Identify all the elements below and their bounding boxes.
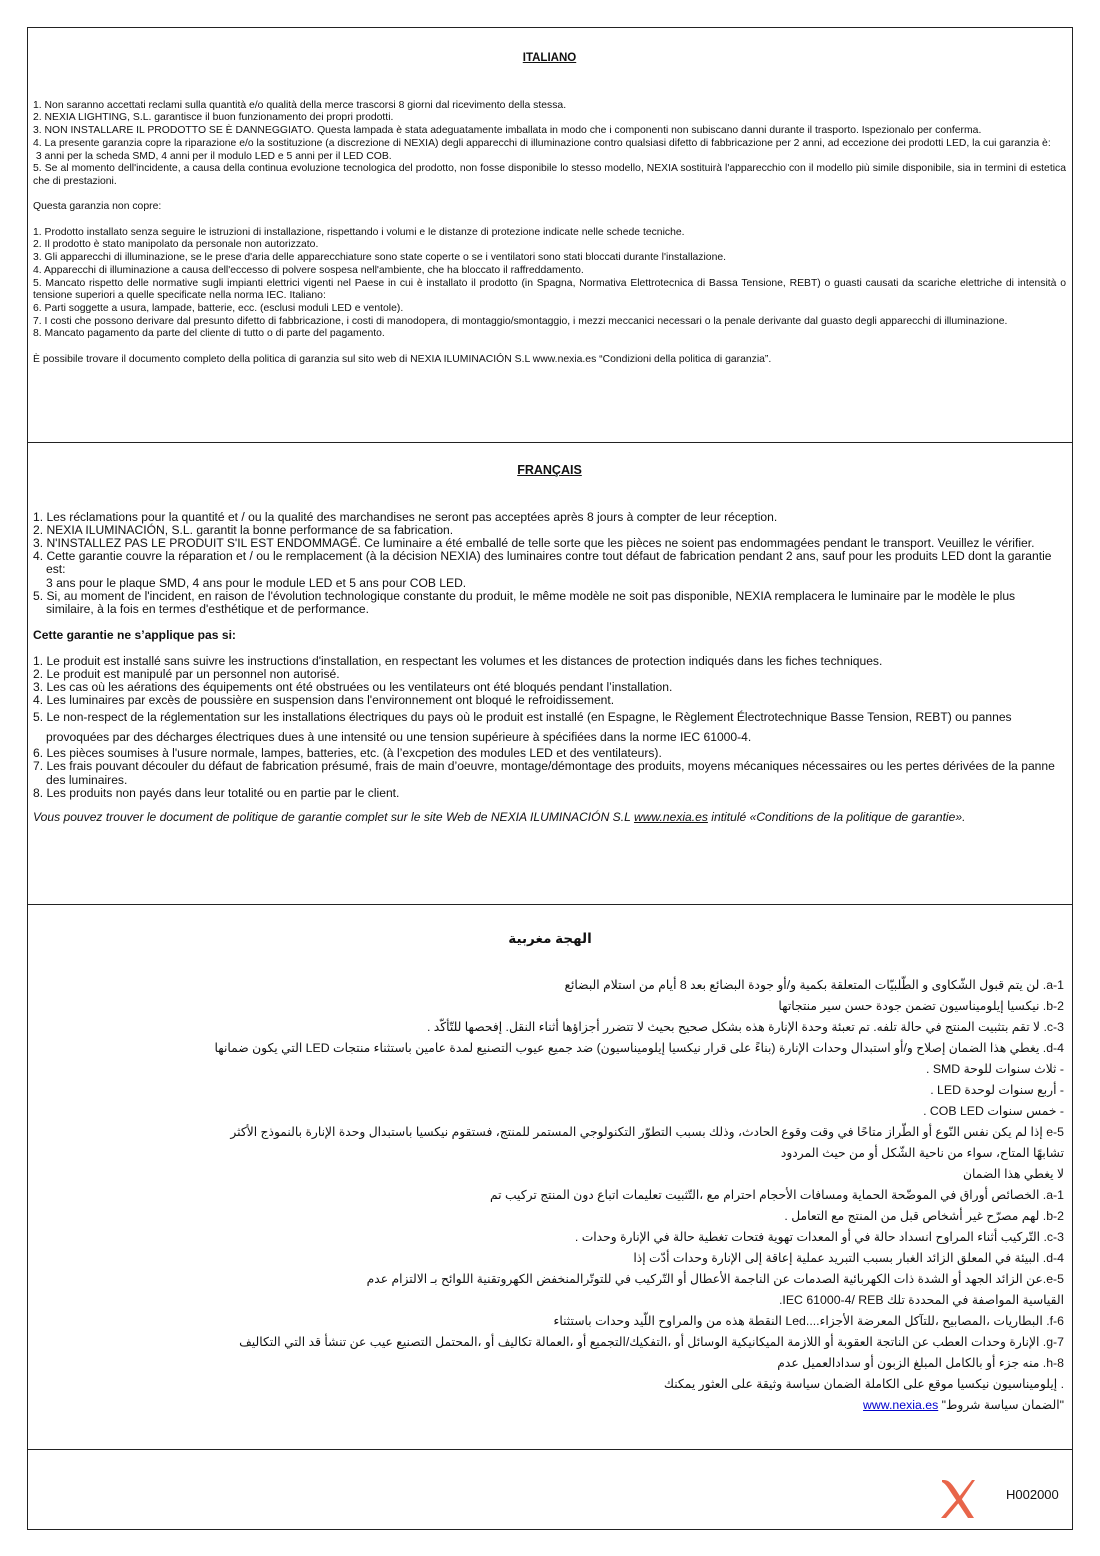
arabic-line: القياسية المواصفة في المحددة تلك IEC 61000-4/ REB.	[779, 1293, 1064, 1307]
french-footer-text: Vous pouvez trouver le document de politique de garantie complet sur le site Web de NEXIA ILUMINACIÓN S.L	[33, 809, 634, 824]
arabic-line: - أربع سنوات لوحدة LED .	[930, 1083, 1064, 1097]
french-section	[28, 442, 1072, 904]
french-footer-note	[33, 811, 1066, 824]
arabic-line: h-8. منه جزء أو بالكامل المبلغ الزبون أو سدادالعميل عدم	[777, 1356, 1064, 1370]
french-item: 4. Cette garantie couvre la réparation et / ou le remplacement (à la décision NEXIA) des luminaires contre tout défaut de fabrication pendant 2 ans, sauf pour les produits LED dont la garantie est:	[33, 549, 1052, 577]
nexia-x-logo-icon	[938, 1478, 978, 1520]
italian-item: 3. NON INSTALLARE IL PRODOTTO SE È DANNEGGIATO. Questa lampada è stata adeguatamente imballata in modo che i componenti non subiscano danni durante il trasporto. Ispezionalo per conferma.	[33, 125, 982, 137]
italian-item: 1. Non saranno accettati reclami sulla quantità e/o qualità della merce trascorsi 8 giorni dal ricevimento della stessa.	[33, 99, 567, 111]
arabic-line: لا يغطي هذا الضمان	[962, 1167, 1064, 1181]
french-not-covered-item: 1. Le produit est installé sans suivre les instructions d'installation, en respectant les volumes et les distances de protection indiqués dans les fiches techniques.	[33, 653, 883, 668]
french-item: 3. N'INSTALLEZ PAS LE PRODUIT S'IL EST ENDOMMAGÉ. Ce luminaire a été emballé de telle sorte que les pièces ne soient pas endommagées pendant le transport. Veuillez le vérifier.	[33, 536, 1035, 551]
french-item: 2. NEXIA ILUMINACIÓN, S.L. garantit la bonne performance de sa fabrication.	[33, 523, 454, 538]
french-not-covered-item: 8. Les produits non payés dans leur totalité ou en partie par le client.	[33, 785, 400, 800]
italian-footer-note: È possibile trovare il documento completo della politica di garanzia sul sito web di NEXIA ILUMINACIÓN S.L www.nexia.es “Condizioni della politica di garanzia”.	[33, 353, 772, 365]
italian-item: 3 anni per la scheda SMD, 4 anni per il modulo LED e 5 anni per il LED COB.	[33, 150, 392, 162]
arabic-title: الهجة مغربية	[508, 931, 592, 946]
french-not-covered-item: 7. Les frais pouvant découler du défaut de fabrication présumé, frais de main d’oeuvre, montage/démontage des produits, moyens mécaniques nécessaires ou les pertes dérivées de la panne des luminaires.	[33, 759, 1055, 787]
arabic-line: c-3. التّركيب أثناء المراوح انسداد حالة في أو المعدات تهوية فتحات تغطية حالة في الإنارة وحدات .	[574, 1230, 1064, 1244]
italian-not-covered-item: 7. I costi che possono derivare dal presunto difetto di fabbricazione, i costi di manodopera, di montaggio/smontaggio, i mezzi meccanici necessari o la penale derivante dal guasto degli apparecchi di illuminazione.	[33, 315, 1008, 327]
arabic-line: تشابهًا المتاح، سواء من ناحية الشّكل أو من حيث المردود	[780, 1146, 1064, 1160]
french-not-covered-item: 6. Les pièces soumises à l'usure normale, lampes, batteries, etc. (à l’excpetion des modules LED et des ventilateurs).	[33, 746, 662, 761]
french-item: 3 ans pour le plaque SMD, 4 ans pour le module LED et 5 ans pour COB LED.	[46, 575, 467, 590]
italian-not-covered-item: 2. Il prodotto è stato manipolato da personale non autorizzato.	[33, 239, 319, 251]
french-not-covered-item: 3. Les cas où les aérations des équipements ont été obstruées ou les ventilateurs ont été bloqués pendant l’installation.	[33, 680, 673, 695]
document-code: H002000	[1006, 1487, 1059, 1502]
arabic-line: b-2. لهم مصرّح غير أشخاص قبل من المنتج مع التعامل .	[784, 1209, 1064, 1223]
italian-item: 4. La presente garanzia copre la riparazione e/o la sostituzione (a discrezione di NEXIA) degli apparecchi di illuminazione contro qualsiasi difetto di fabbricazione per 2 anni, ad eccezione dei prodotti LED, la cui garanzia è:	[33, 137, 1051, 149]
arabic-line: a-1. الخصائص أوراق في الموضّحة الحماية ومسافات الأحجام احترام مع ،التّثبيت تعليمات اتباع دون المنتج تركيب تم	[489, 1188, 1064, 1202]
italian-not-covered-item: 1. Prodotto installato senza seguire le istruzioni di installazione, rispettando i volumi e le distanze di protezione indicate nelle schede tecniche.	[33, 226, 685, 238]
french-not-covered-item: 4. Les luminaires par excès de poussière en suspension dans l'environnement ont bloqué le refroidissement.	[33, 693, 615, 708]
italian-not-covered-item: 3. Gli apparecchi di illuminazione, se le prese d'aria delle apparecchiature sono state coperte o se i ventilatori sono stati bloccati durante l'installazione.	[33, 252, 727, 264]
arabic-link-prefix: "الضمان سياسة شروط"	[941, 1398, 1064, 1412]
french-not-covered-item: 5. Le non-respect de la réglementation sur les installations électriques du pays où le produit est installé (en Espagne, le Règlement Électrotechnique Basse Tension, REBT) ou pannes provoquées par des décharges électriques dues à une intensité ou une tension supérieure à spécifiées dans la norme IEC 61000-4.	[33, 710, 1012, 745]
italian-item: 2. NEXIA LIGHTING, S.L. garantisce il buon funzionamento dei propri prodotti.	[33, 112, 394, 124]
italian-item: 5. Se al momento dell'incidente, a causa della continua evoluzione tecnologica del prodotto, non fosse disponibile lo stesso modello, NEXIA sostituirà l'apparecchio con il modello più simile disponibile, sia in termini di estetica che di prestazioni.	[33, 163, 1066, 187]
arabic-line: e-5 إذا لم يكن نفس النّوع أو الطّراز متاحًا في وقت وقوع الحادث، وذلك بسبب التطوّر التكنولوجي المستمر للمنتج، فستقوم نيكسيا باستبدال وحدة الإنارة بالنموذج الأكثر	[230, 1125, 1064, 1139]
french-not-covered-heading: Cette garantie ne s’applique pas si:	[33, 627, 236, 642]
french-footer-text-end: intitulé «Conditions de la politique de garantie».	[707, 809, 966, 824]
arabic-line: b-2. نيكسيا إيلوميناسيون تضمن جودة حسن سير منتجاتها	[778, 999, 1064, 1013]
document-frame	[27, 27, 1073, 1530]
italian-title: ITALIANO	[522, 52, 577, 64]
french-item: 1. Les réclamations pour la quantité et / ou la qualité des marchandises ne seront pas acceptées après 8 jours à compter de leur réception.	[33, 510, 778, 525]
arabic-line: - ثلاث سنوات للوحة SMD .	[926, 1062, 1064, 1076]
arabic-link-line	[36, 1395, 1064, 1416]
arabic-website-link[interactable]: www.nexia.es	[863, 1398, 939, 1412]
french-title: FRANÇAIS	[517, 463, 582, 477]
arabic-line: . إيلوميناسيون نيكسيا موقع على الكاملة الضمان سياسة وثيقة على العثور يمكنك	[663, 1377, 1064, 1391]
arabic-line: f-6. البطاريات ،المصابيح ،للتآكل المعرضة الأجزاء....Led النقطة هذه من والمراوح اللّيد وحدات باستثناء	[553, 1314, 1064, 1328]
arabic-line: - خمس سنوات COB LED .	[923, 1104, 1064, 1118]
italian-not-covered-item: 5. Mancato rispetto delle normative sugli impianti elettrici vigenti nel Paese in cui è installato il prodotto (in Spagna, Normativa Elettrotecnica di Bassa Tensione, REBT) o guasti causati da scariche elettriche di intensità o tensione superiori a quelle specificate nella norma IEC. Italiano:	[33, 277, 1066, 302]
italian-not-covered-item: 4. Apparecchi di illuminazione a causa dell'eccesso di polvere sospesa nell'ambiente, che ha bloccato il raffreddamento.	[33, 264, 584, 276]
french-not-covered-item: 2. Le produit est manipulé par un personnel non autorisé.	[33, 667, 340, 682]
arabic-line: c-3. لا تقم بتثبيت المنتج في حالة تلفه. تم تعبئة وحدة الإنارة هذه بشكل صحيح بحيث لا تتضرر أجزاؤها أثناء النقل. إفحصها للتّأكّد .	[426, 1020, 1064, 1034]
french-item: 5. Si, au moment de l'incident, en raison de l'évolution technologique constante du produit, le même modèle ne soit pas disponible, NEXIA remplacera le luminaire par le modèle le plus similaire, à la fois en termes d'esthétique et de performance.	[33, 588, 1016, 616]
italian-not-covered-item: 8. Mancato pagamento da parte del cliente di tutto o di parte del pagamento.	[33, 328, 385, 340]
arabic-line: e-5.عن الزائد الجهد أو الشدة ذات الكهربائية الصدمات عن الناجمة الأعطال أو التّركيب في للتوتّرالمنخفض الكهروتقنية اللوائح بـ الالتزام عدم	[366, 1272, 1064, 1286]
arabic-line: a-1. لن يتم قبول الشّكاوى و الطّلبيّات المتعلقة بكمية و/أو جودة البضائع بعد 8 أيام من استلام البضائع	[564, 978, 1064, 992]
italian-not-covered-item: 6. Parti soggette a usura, lampade, batterie, ecc. (esclusi moduli LED e ventole).	[33, 302, 404, 314]
arabic-line: d-4. يغطي هذا الضمان إصلاح و/أو استبدال وحدات الإنارة (بناءً على قرار نيكسيا إيلوميناسيون) ضد جميع عيوب التصنيع لمدة عامين باستثناء منتجات LED التي يكون ضمانها	[214, 1041, 1064, 1055]
arabic-line: g-7. الإنارة وحدات العطب عن الناتجة العقوبة أو اللازمة الميكانيكية الوسائل أو ،التفكيك/التجميع أو ،العمالة تكاليف أو ،المحتمل التصنيع عيب عن تنشأ قد التي التكاليف	[239, 1335, 1064, 1349]
arabic-line: d-4. البيئة في المعلق الزائد الغبار بسبب التبريد عملية إعاقة إلى الإنارة وحدات أدّت إذا	[633, 1251, 1064, 1265]
footer-section	[28, 1449, 1072, 1531]
french-footer-link[interactable]: www.nexia.es	[633, 809, 708, 824]
arabic-section	[28, 904, 1072, 1449]
italian-not-covered-heading: Questa garanzia non copre:	[33, 201, 162, 213]
italian-section	[28, 28, 1072, 442]
